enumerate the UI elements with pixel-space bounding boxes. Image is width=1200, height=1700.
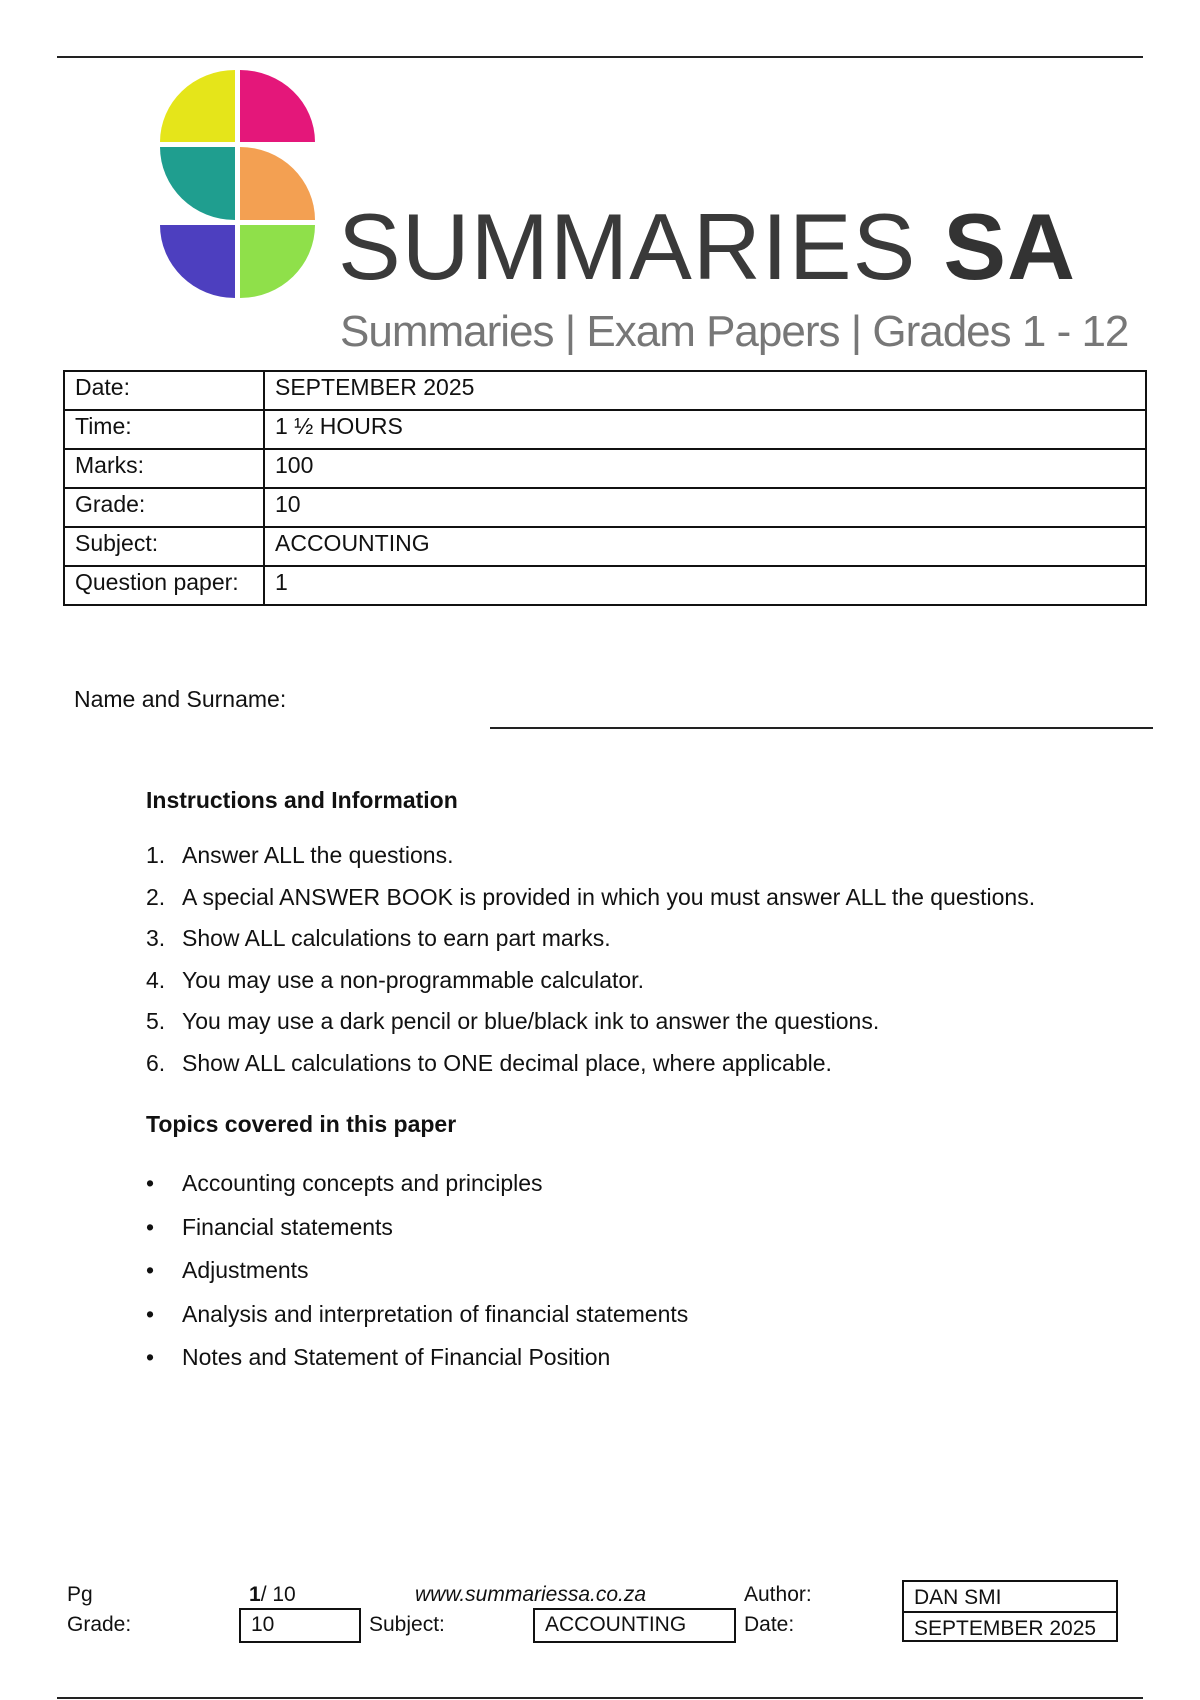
topic-text: Analysis and interpretation of financial statements	[182, 1300, 689, 1327]
logo-segment-purple	[160, 225, 235, 298]
instruction-number: 3.	[146, 925, 166, 951]
info-row	[64, 527, 1146, 566]
info-value: ACCOUNTING	[264, 527, 1146, 566]
info-label: Grade:	[64, 488, 264, 527]
footer-url: www.summariessa.co.za	[415, 1583, 647, 1606]
footer-author-label: Author:	[744, 1583, 812, 1606]
footer-author-value: DAN SMI	[914, 1586, 1002, 1609]
footer-page-total: / 10	[260, 1583, 296, 1606]
logo-segment-green	[240, 225, 315, 298]
info-label: Question paper:	[64, 566, 264, 605]
topics-heading: Topics covered in this paper	[146, 1111, 457, 1137]
top-rule	[57, 56, 1143, 58]
instruction-number: 5.	[146, 1008, 166, 1034]
instruction-item	[146, 967, 1035, 1009]
brand-name	[338, 194, 1076, 299]
bullet-icon: •	[146, 1300, 155, 1327]
info-row	[64, 410, 1146, 449]
exam-info-table	[63, 370, 1147, 606]
instruction-text: A special ANSWER BOOK is provided in which you must answer ALL the questions.	[182, 883, 1036, 910]
logo-segment-teal	[160, 147, 235, 220]
instruction-item	[146, 925, 1035, 967]
topic-item	[146, 1214, 688, 1258]
footer-date-value: SEPTEMBER 2025	[904, 1611, 1116, 1640]
instruction-number: 6.	[146, 1049, 166, 1076]
instruction-item	[146, 842, 1035, 884]
summaries-sa-logo-mark	[160, 70, 315, 298]
topic-text: Notes and Statement of Financial Position	[182, 1344, 611, 1370]
info-row	[64, 566, 1146, 605]
info-label: Subject:	[64, 527, 264, 566]
name-surname-line	[490, 727, 1153, 729]
brand-tagline: Summaries | Exam Papers | Grades 1 - 12	[340, 307, 1129, 356]
bullet-icon: •	[146, 1344, 155, 1370]
topic-item	[146, 1301, 688, 1345]
topic-item	[146, 1344, 688, 1388]
logo-segment-pink	[240, 70, 315, 142]
instruction-text: Answer ALL the questions.	[182, 842, 454, 868]
info-row	[64, 488, 1146, 527]
topic-item	[146, 1257, 688, 1301]
instruction-item	[146, 884, 1035, 926]
footer-subject-label: Subject:	[369, 1613, 445, 1636]
info-label: Date:	[64, 371, 264, 410]
info-value: 100	[264, 449, 1146, 488]
bullet-icon: •	[146, 1257, 155, 1283]
info-value: 10	[264, 488, 1146, 527]
info-value: SEPTEMBER 2025	[264, 371, 1146, 410]
instruction-number: 2.	[146, 883, 166, 910]
topic-item	[146, 1170, 688, 1214]
bullet-icon: •	[146, 1170, 155, 1196]
instructions-heading: Instructions and Information	[146, 787, 458, 813]
info-label: Time:	[64, 410, 264, 449]
brand-bold: SA	[943, 194, 1076, 299]
footer-page-current: 1	[249, 1583, 261, 1606]
logo-segment-orange	[240, 147, 315, 220]
instruction-number: 1.	[146, 842, 166, 868]
footer-date-label: Date:	[744, 1613, 795, 1636]
topic-text: Financial statements	[182, 1213, 393, 1240]
info-label: Marks:	[64, 449, 264, 488]
instruction-text: You may use a dark pencil or blue/black ink to answer the questions.	[182, 1008, 880, 1034]
name-surname-label: Name and Surname:	[74, 686, 287, 712]
instruction-number: 4.	[146, 966, 166, 993]
instruction-text: Show ALL calculations to ONE decimal place, where applicable.	[182, 1049, 832, 1076]
footer-grade-label: Grade:	[67, 1613, 132, 1636]
footer-subject-value: ACCOUNTING	[533, 1608, 736, 1643]
instruction-text: You may use a non-programmable calculator.	[182, 966, 644, 993]
footer-pg-label: Pg	[67, 1583, 93, 1606]
brand-light: SUMMARIES	[338, 194, 917, 299]
instruction-item	[146, 1050, 1035, 1092]
instruction-item	[146, 1008, 1035, 1050]
footer-author-date-box	[902, 1580, 1118, 1642]
footer-grade-value: 10	[239, 1608, 361, 1643]
bullet-icon: •	[146, 1213, 155, 1240]
topics-list	[146, 1170, 688, 1388]
topic-text: Accounting concepts and principles	[182, 1170, 543, 1196]
instruction-text: Show ALL calculations to earn part marks.	[182, 925, 611, 951]
info-row	[64, 371, 1146, 410]
instructions-list	[146, 842, 1035, 1091]
footer-page-number	[249, 1584, 296, 1605]
logo-segment-yellow	[160, 70, 235, 142]
bottom-rule	[57, 1697, 1143, 1699]
info-row	[64, 449, 1146, 488]
topic-text: Adjustments	[182, 1257, 309, 1283]
info-value: 1 ½ HOURS	[264, 410, 1146, 449]
info-value: 1	[264, 566, 1146, 605]
logo	[160, 70, 1129, 356]
